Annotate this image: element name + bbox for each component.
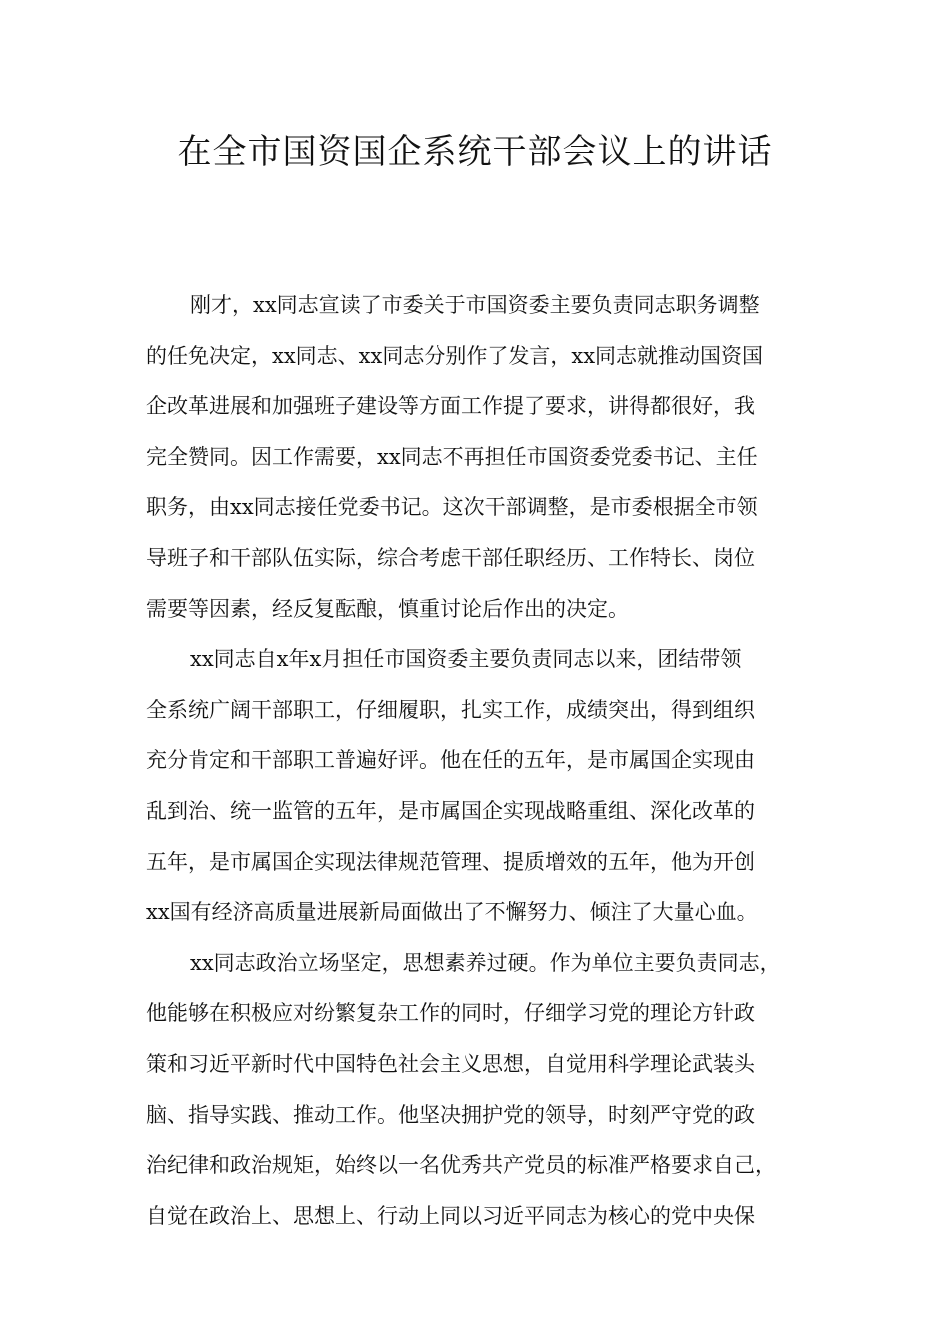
paragraph-line: 治纪律和政治规矩，始终以一名优秀共产党员的标准严格要求自己，: [146, 1153, 776, 1178]
paragraph-line: 充分肯定和干部职工普遍好评。他在任的五年，是市属国企实现由: [146, 748, 755, 773]
paragraph-line: 自觉在政治上、思想上、行动上同以习近平同志为核心的党中央保: [146, 1203, 755, 1228]
paragraph-first-line: xx同志政治立场坚定，思想素养过硬。作为单位主要负责同志，: [190, 950, 781, 975]
paragraph-line: 全系统广阔干部职工，仔细履职，扎实工作，成绩突出，得到组织: [146, 697, 755, 722]
paragraph-line: 脑、指导实践、推动工作。他坚决拥护党的领导，时刻严守党的政: [146, 1102, 755, 1127]
paragraph-line: 策和习近平新时代中国特色社会主义思想，自觉用科学理论武装头: [146, 1051, 755, 1076]
document-body: [146, 280, 812, 1241]
paragraph-line: 职务，由xx同志接任党委书记。这次干部调整，是市委根据全市领: [146, 495, 758, 520]
paragraph-line: 需要等因素，经反复酝酿，慎重讨论后作出的决定。: [146, 596, 629, 621]
paragraph-line: 完全赞同。因工作需要，xx同志不再担任市国资委党委书记、主任: [146, 444, 758, 469]
paragraph-first-line: xx同志自x年x月担任市国资委主要负责同志以来，团结带领: [190, 647, 742, 672]
paragraph-line: xx国有经济高质量进展新局面做出了不懈努力、倾注了大量心血。: [146, 900, 758, 925]
paragraph-line: 五年，是市属国企实现法律规范管理、提质增效的五年，他为开创: [146, 849, 755, 874]
paragraph-line: 导班子和干部队伍实际，综合考虑干部任职经历、工作特长、岗位: [146, 545, 755, 570]
paragraph-line: 他能够在积极应对纷繁复杂工作的同时，仔细学习党的理论方针政: [146, 1001, 755, 1026]
document-title: 在全市国资国企系统干部会议上的讲话: [177, 132, 773, 172]
paragraph-first-line: 刚才，xx同志宣读了市委关于市国资委主要负责同志职务调整: [190, 293, 760, 317]
paragraph-line: 乱到治、统一监管的五年，是市属国企实现战略重组、深化改革的: [146, 798, 755, 823]
paragraph-line: 的任免决定，xx同志、xx同志分别作了发言，xx同志就推动国资国: [146, 343, 764, 368]
paragraph-line: 企改革进展和加强班子建设等方面工作提了要求，讲得都很好，我: [146, 394, 755, 419]
